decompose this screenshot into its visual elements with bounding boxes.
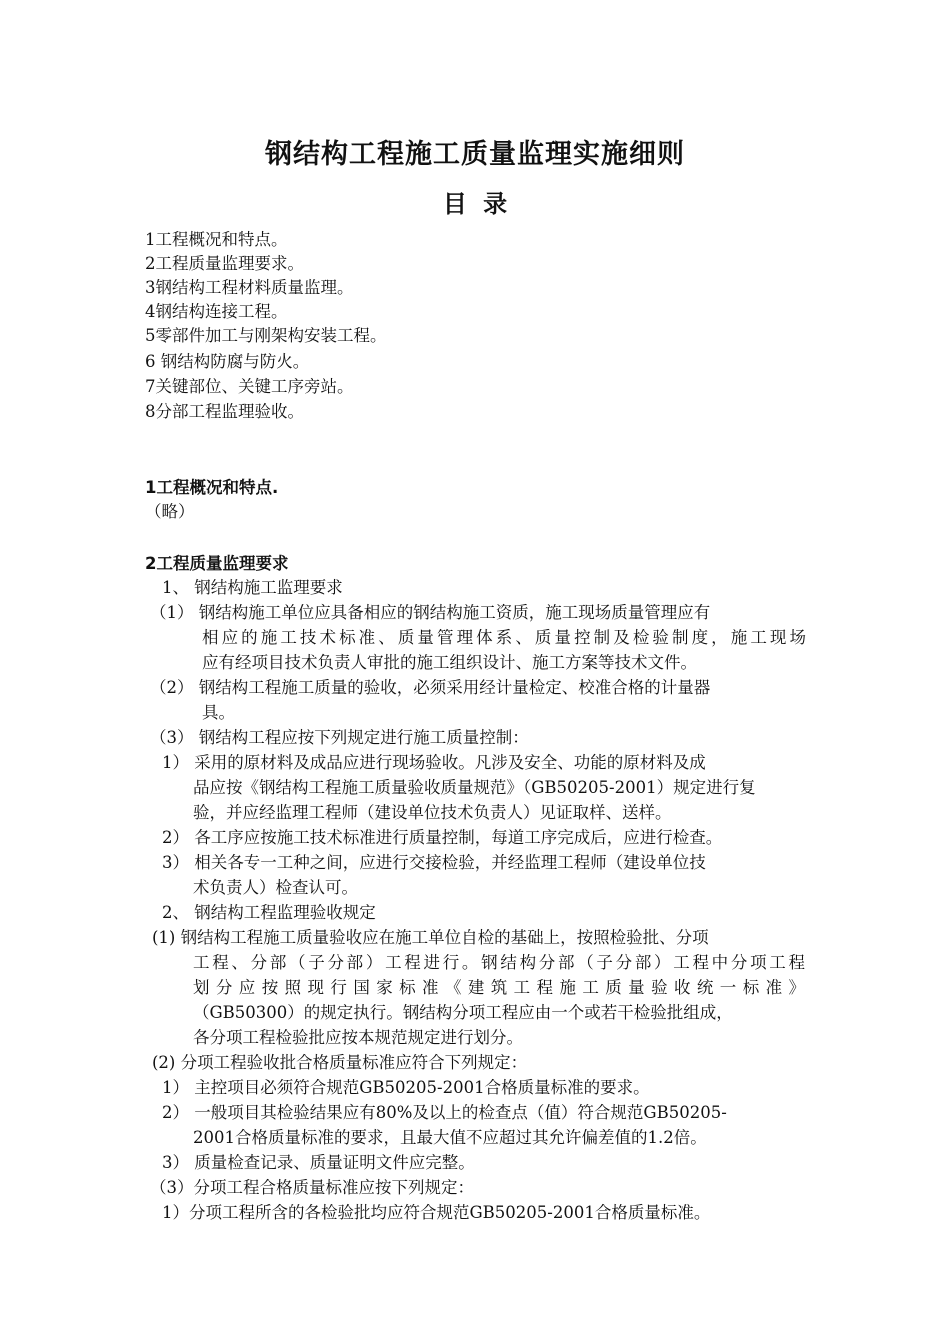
paragraph-line: 相应的施工技术标准、质量管理体系、质量控制及检验制度，施工现场 (202, 628, 806, 647)
paragraph-line: 3） 质量检查记录、质量证明文件应完整。 (162, 1153, 475, 1172)
toc-item: 4钢结构连接工程。 (145, 302, 288, 321)
toc-item: 5零部件加工与刚架构安装工程。 (145, 326, 387, 345)
paragraph-line: (1) 钢结构工程施工质量验收应在施工单位自检的基础上，按照检验批、分项 (152, 928, 709, 947)
paragraph-line: 2） 各工序应按施工技术标准进行质量控制，每道工序完成后，应进行检查。 (162, 828, 723, 847)
subsection-heading: 1、 钢结构施工监理要求 (162, 578, 343, 597)
paragraph-line: (2) 分项工程验收批合格质量标准应符合下列规定： (152, 1053, 528, 1072)
paragraph-line: 术负责人）检查认可。 (193, 878, 358, 897)
paragraph-line: 具。 (202, 703, 235, 722)
section-2-heading: 2工程质量监理要求 (145, 554, 289, 573)
toc-item: 3钢结构工程材料质量监理。 (145, 278, 354, 297)
toc-heading: 目 录 (442, 190, 508, 218)
toc-item: 1工程概况和特点。 (145, 230, 288, 249)
paragraph-line: 品应按《钢结构工程施工质量验收质量规范》（GB50205-2001）规定进行复 (193, 778, 756, 797)
paragraph-line: 划分应按照现行国家标准《建筑工程施工质量验收统一标准》 (193, 978, 805, 997)
toc-item: 7关键部位、关键工序旁站。 (145, 377, 354, 396)
paragraph-line: 3） 相关各专一工种之间，应进行交接检验，并经监理工程师（建设单位技 (162, 853, 706, 872)
paragraph-line: 2001合格质量标准的要求，且最大值不应超过其允许偏差值的1.2倍。 (193, 1128, 707, 1147)
document-title: 钢结构工程施工质量监理实施细则 (265, 139, 685, 170)
section-1-body: （略） (145, 502, 195, 521)
paragraph-line: （GB50300）的规定执行。钢结构分项工程应由一个或若干检验批组成， (193, 1003, 733, 1022)
section-1-heading: 1工程概况和特点. (145, 478, 279, 497)
paragraph-line: 工程、分部（子分部）工程进行。钢结构分部（子分部）工程中分项工程 (193, 953, 805, 972)
paragraph-line: 各分项工程检验批应按本规范规定进行划分。 (193, 1028, 523, 1047)
toc-item: 2工程质量监理要求。 (145, 254, 304, 273)
paragraph-line: 1） 主控项目必须符合规范GB50205-2001合格质量标准的要求。 (162, 1078, 650, 1097)
paragraph-line: 应有经项目技术负责人审批的施工组织设计、施工方案等技术文件。 (202, 653, 697, 672)
paragraph-line: （1） 钢结构施工单位应具备相应的钢结构施工资质，施工现场质量管理应有 (150, 603, 711, 622)
subsection-heading: 2、 钢结构工程监理验收规定 (162, 903, 376, 922)
paragraph-line: 1）分项工程所含的各检验批均应符合规范GB50205-2001合格质量标准。 (162, 1203, 711, 1222)
paragraph-line: 验，并应经监理工程师（建设单位技术负责人）见证取样、送样。 (193, 803, 672, 822)
paragraph-line: 1） 采用的原材料及成品应进行现场验收。凡涉及安全、功能的原材料及成 (162, 753, 706, 772)
toc-item: 8分部工程监理验收。 (145, 402, 304, 421)
paragraph-line: 2） 一般项目其检验结果应有80%及以上的检查点（值）符合规范GB50205- (162, 1103, 727, 1122)
paragraph-line: （3） 钢结构工程应按下列规定进行施工质量控制： (150, 728, 529, 747)
paragraph-line: （2） 钢结构工程施工质量的验收，必须采用经计量检定、校准合格的计量器 (150, 678, 711, 697)
toc-item: 6 钢结构防腐与防火。 (145, 352, 310, 371)
paragraph-line: （3）分项工程合格质量标准应按下列规定： (150, 1178, 474, 1197)
